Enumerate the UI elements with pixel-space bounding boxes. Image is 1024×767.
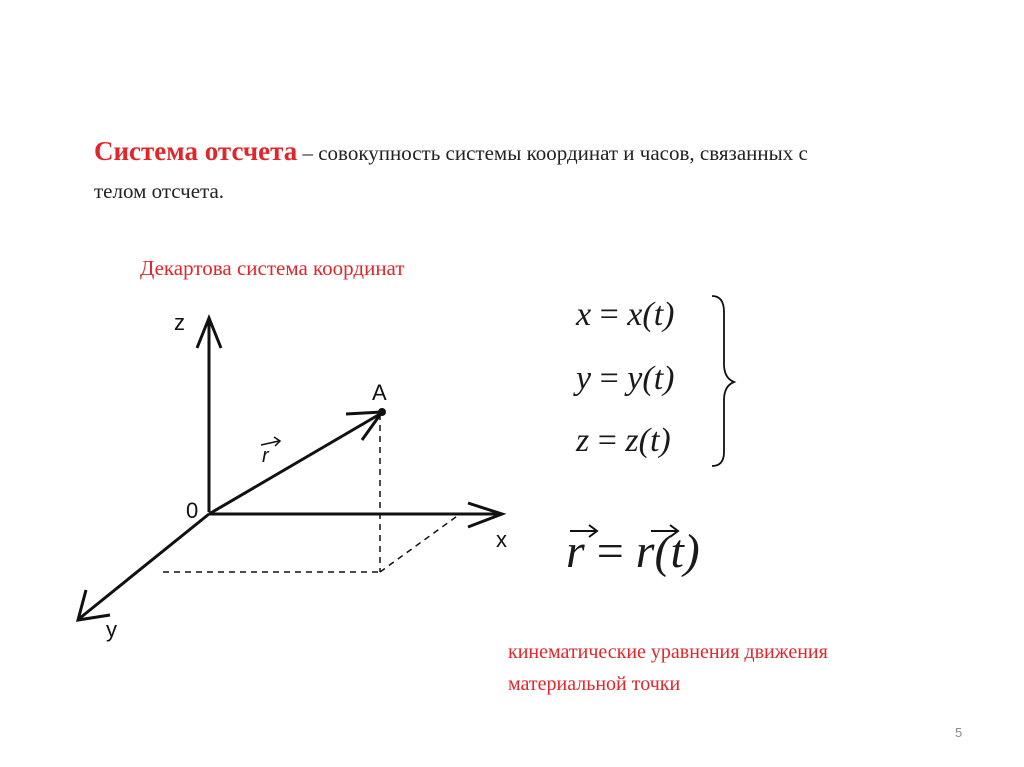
- definition-text: – совокупность системы координат и часов, связанных с телом отсчета.: [94, 141, 808, 203]
- projection-x: [380, 514, 460, 572]
- equation-y: y = y(t): [576, 360, 675, 397]
- point-a-dot: [378, 408, 386, 416]
- kinematic-equations-caption: кинематические уравнения движения материальной точки: [508, 641, 828, 695]
- origin-label: 0: [186, 498, 199, 523]
- point-a-label: A: [372, 380, 387, 405]
- y-axis-label: y: [106, 617, 117, 642]
- system-brace: [712, 296, 734, 466]
- diagram-title: Декартова система координат: [140, 256, 405, 280]
- y-axis: [80, 514, 209, 618]
- x-axis-label: x: [496, 527, 507, 552]
- radius-vector: [209, 414, 380, 514]
- slide-number: 5: [955, 725, 963, 740]
- vector-equation: r = r(t): [566, 525, 700, 578]
- equation-z: z = z(t): [576, 422, 671, 459]
- vector-r-label: r: [262, 445, 269, 467]
- equation-x: x = x(t): [576, 296, 675, 333]
- z-axis-label: z: [174, 310, 185, 335]
- term-reference-frame: Система отсчета: [94, 136, 298, 166]
